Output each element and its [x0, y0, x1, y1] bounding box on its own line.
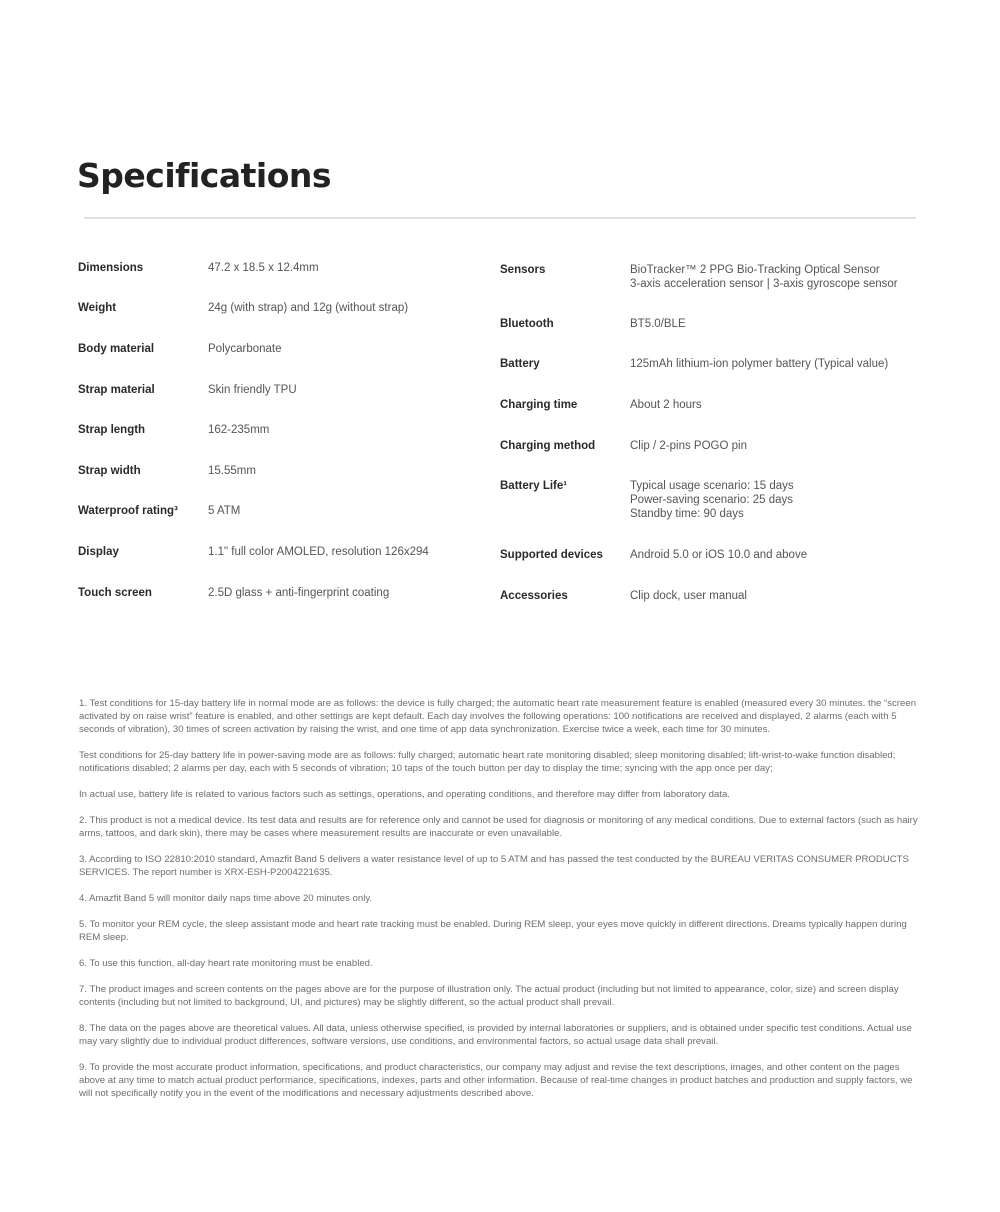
spec-value	[208, 261, 319, 275]
footnote-paragraph: 8. The data on the pages above are theoretical values. All data, unless otherwise specified, is provided by internal laboratories or suppliers, and is obtained under specific test conditions. Actual use may vary slightly due to individual product differences, software versions, use conditions, and environmental factors, so actual usage data shall prevail.	[79, 1023, 912, 1047]
spec-value	[208, 342, 282, 356]
footnotes	[79, 697, 924, 1113]
spec-value-line: BioTracker™ 2 PPG Bio-Tracking Optical Sensor	[630, 264, 880, 276]
footnote-paragraph: 2. This product is not a medical device. Its test data and results are for reference only and cannot be used for diagnosis or monitoring of any medical conditions. Due to external factors (such as hairy arms, tattoos, and dark skin), there may be cases where measurement results are inaccurate or even unavailable.	[79, 815, 918, 839]
footnote-paragraph: 5. To monitor your REM cycle, the sleep assistant mode and heart rate tracking must be enabled. During REM sleep, your eyes move quickly in different directions. Dreams typically happen during REM sleep.	[79, 919, 907, 943]
spec-value	[630, 479, 794, 521]
spec-value	[208, 383, 297, 397]
spec-value	[208, 301, 408, 315]
spec-value-line: About 2 hours	[630, 399, 702, 411]
spec-value	[208, 586, 389, 600]
spec-value-line: 162-235mm	[208, 424, 270, 436]
spec-value	[208, 545, 429, 559]
spec-value-line: 47.2 x 18.5 x 12.4mm	[208, 262, 319, 274]
spec-value	[208, 504, 240, 518]
spec-value-line: 24g (with strap) and 12g (without strap)	[208, 302, 409, 314]
spec-label: Battery	[500, 358, 540, 370]
spec-label: Bluetooth	[500, 318, 554, 330]
footnote-paragraph: 4. Amazfit Band 5 will monitor daily naps time above 20 minutes only.	[79, 893, 373, 904]
spec-label: Charging time	[500, 399, 578, 411]
spec-label: Strap width	[78, 465, 141, 477]
spec-value	[630, 439, 747, 453]
spec-value-line: 125mAh lithium-ion polymer battery (Typical value)	[630, 358, 889, 370]
spec-value	[630, 398, 702, 412]
spec-label: Dimensions	[78, 262, 144, 274]
spec-value	[208, 423, 269, 437]
spec-value-line: Skin friendly TPU	[208, 384, 297, 396]
title-divider	[84, 217, 916, 219]
spec-label: Battery Life¹	[500, 480, 568, 492]
footnote-paragraph: 3. According to ISO 22810:2010 standard, Amazfit Band 5 delivers a water resistance level of up to 5 ATM and has passed the test conducted by the BUREAU VERITAS CONSUMER PRODUCTS SERVICES. The report number is XRX-ESH-P2004221635.	[79, 854, 909, 878]
spec-value-line: Android 5.0 or iOS 10.0 and above	[630, 549, 808, 561]
spec-value-line: 5 ATM	[208, 505, 241, 517]
spec-label: Weight	[78, 302, 117, 314]
spec-value	[630, 357, 888, 371]
footnote-paragraph: 6. To use this function, all-day heart rate monitoring must be enabled.	[79, 958, 373, 969]
spec-value-line: 15.55mm	[208, 465, 256, 477]
footnote-paragraph: Test conditions for 25-day battery life in power-saving mode are as follows: fully charged; automatic heart rate monitoring disabled; sleep monitoring disabled; lift-wrist-to-wake function disabled; notifications disabled; 2 alarms per day, each with 5 seconds of vibration; 10 taps of the touch button per day to display the time; syncing with the app once per day;	[79, 750, 896, 774]
spec-value-line: BT5.0/BLE	[630, 318, 686, 330]
spec-label: Charging method	[500, 440, 596, 452]
spec-value-line: 2.5D glass + anti-fingerprint coating	[208, 587, 390, 599]
spec-label: Display	[78, 546, 119, 558]
spec-label: Strap length	[78, 424, 146, 436]
spec-label: Touch screen	[78, 587, 152, 599]
spec-label: Supported devices	[500, 549, 603, 561]
spec-label: Body material	[78, 343, 155, 355]
spec-label: Sensors	[500, 264, 546, 276]
spec-value-line: Power-saving scenario: 25 days	[630, 494, 793, 506]
spec-value	[630, 263, 898, 291]
footnote-paragraph: 7. The product images and screen contents on the pages above are for the purpose of illustration only. The actual product (including but not limited to appearance, color, size) and screen display contents (including but not limited to background, UI, and pictures) may be slightly different, so the actual product shall prevail.	[79, 984, 899, 1008]
footnote-paragraph: 9. To provide the most accurate product information, specifications, and product characteristics, our company may adjust and revise the text descriptions, images, and other content on the pages above at any time to match actual product performance, specifications, indexes, parts and other information. Because of real-time changes in product batches and production and supply factors, we will not specifically notify you in the event of the modifications and necessary adjustments described above.	[79, 1062, 913, 1099]
footnote-paragraph: 1. Test conditions for 15-day battery life in normal mode are as follows: the device is fully charged; the automatic heart rate measurement feature is enabled (measured every 30 minutes. the “screen activated by on raise wrist” feature is enabled, and other settings are kept default. Each day involves the following operations: 100 notifications are received and displayed, 2 alarms (each with 5 seconds of vibration), 30 times of screen activation by raising the wrist, and one time of app data synchronization. Exercise twice a week, each time for 30 minutes.	[79, 698, 917, 735]
spec-value-line: Typical usage scenario: 15 days	[630, 480, 794, 492]
spec-value-line: 3-axis acceleration sensor | 3-axis gyroscope sensor	[630, 278, 898, 290]
spec-label: Strap material	[78, 384, 155, 396]
spec-value-line: 1.1" full color AMOLED, resolution 126x294	[208, 546, 429, 558]
spec-value	[630, 589, 747, 603]
spec-value-line: Clip / 2-pins POGO pin	[630, 440, 747, 452]
spec-value	[630, 548, 807, 562]
spec-value	[630, 317, 686, 331]
spec-value	[208, 464, 256, 478]
footnote-paragraph: In actual use, battery life is related to various factors such as settings, operations, and operating conditions, and therefore may differ from laboratory data.	[79, 789, 730, 800]
page-title: Specifications	[77, 156, 332, 195]
spec-value-line: Clip dock, user manual	[630, 590, 747, 602]
spec-label: Waterproof rating³	[78, 505, 178, 517]
spec-value-line: Standby time: 90 days	[630, 508, 744, 520]
spec-label: Accessories	[500, 590, 568, 602]
spec-value-line: Polycarbonate	[208, 343, 282, 355]
